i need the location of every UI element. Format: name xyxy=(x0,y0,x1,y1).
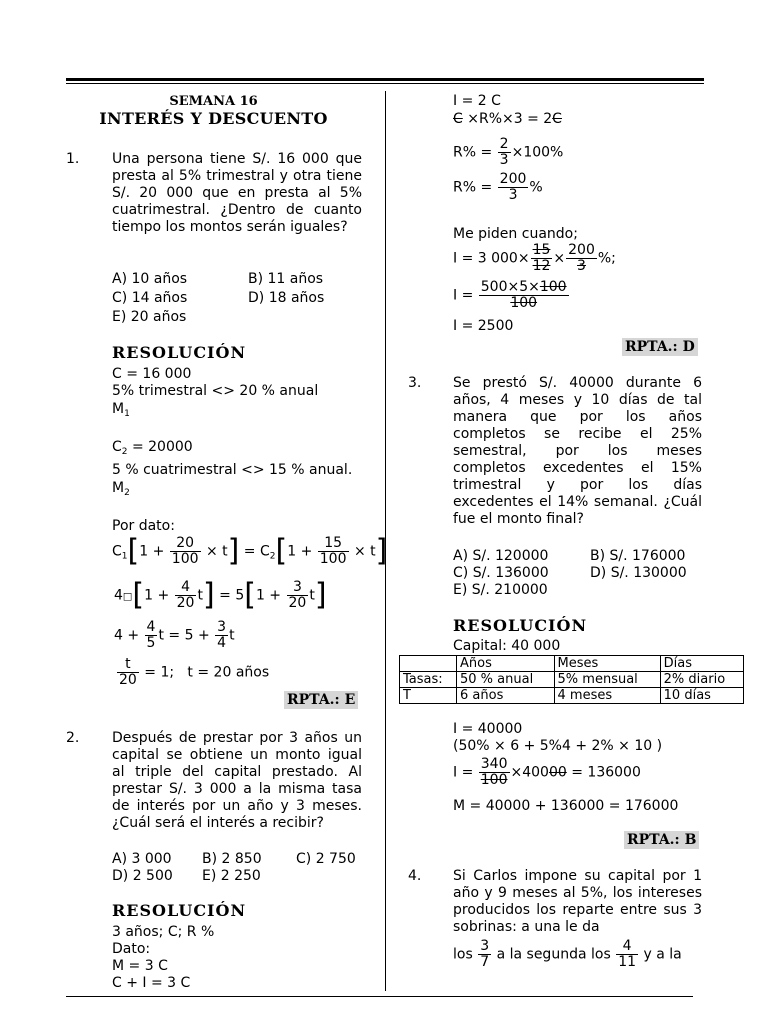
p1-option-e: E) 20 años xyxy=(112,309,187,325)
problem-2-text: Después de prestar por 3 años un capital se obtiene un monto igual al triple del capital prestado. Al prestar S/. 3 000 a la misma tasa de interés por un año y 3 meses. ¿Cuál será el interés a recibir? xyxy=(112,730,362,831)
table-cell: 5% mensual xyxy=(554,672,660,688)
problem-1-number: 1. xyxy=(66,151,80,167)
p1-formula-3: 4 + $\frac{4}{5}$ t = 5 + $\frac{3}{4}$ t xyxy=(114,619,235,651)
p1-res-line-5: 5 % cuatrimestral <> 15 % anual. xyxy=(112,462,353,478)
fraction-4-11: $\frac{4}{11}$ xyxy=(618,938,637,970)
table-row xyxy=(400,672,744,688)
p1-formula-2: 4□[1 + $\frac{4}{20}$ t] = 5[1 + $\frac{3}{20}$ t] xyxy=(114,577,327,613)
p2-option-b: B) 2 850 xyxy=(202,851,262,867)
table-cell: Tasas: xyxy=(400,672,457,688)
table-cell: Años xyxy=(457,656,555,672)
p1-option-b: B) 11 años xyxy=(248,271,324,287)
p2-res-line-4: C + I = 3 C xyxy=(112,975,191,991)
p1-res-line-7: Por dato: xyxy=(112,518,175,534)
p3-res-formula: I = $\frac{340}{100}$ ×40000 = 136000 xyxy=(453,756,641,788)
p3-option-c: C) S/. 136000 xyxy=(453,565,549,581)
p3-option-a: A) S/. 120000 xyxy=(453,548,549,564)
bottom-rule xyxy=(66,996,693,997)
table-cell: 2% diario xyxy=(660,672,743,688)
p2-option-e: E) 2 250 xyxy=(202,868,261,884)
p2-cont-formula-2: R% = $\frac{2}{3}$ ×100% xyxy=(453,136,564,168)
top-rule-thin xyxy=(66,83,704,84)
problem-3-number: 3. xyxy=(408,375,422,391)
p1-res-line-3: $M_1$ xyxy=(112,401,130,419)
page-title: INTERÉS Y DESCUENTO xyxy=(99,109,328,128)
p3-option-d: D) S/. 130000 xyxy=(590,565,687,581)
p3-res-line-2: (50% × 6 + 5%4 + 2% × 10 ) xyxy=(453,738,663,754)
problem-2-number: 2. xyxy=(66,730,80,746)
table-row xyxy=(400,656,744,672)
p3-res-line-4: M = 40000 + 136000 = 176000 xyxy=(453,798,679,814)
table-cell: 50 % anual xyxy=(457,672,555,688)
table-cell: Días xyxy=(660,656,743,672)
problem-3-text: Se prestó S/. 40000 durante 6 años, 4 meses y 10 días de tal manera que por los años completos se recibe el 25% semestral, por los meses completos excedentes el 15% trimestral y por los días excedentes el 14% semanal. ¿Cuál fue el monto final? xyxy=(453,375,702,527)
p1-answer-badge: RPTA.: E xyxy=(284,691,358,709)
p1-res-line-1: C = 16 000 xyxy=(112,366,192,382)
problem-1-text: Una persona tiene S/. 16 000 que presta al 5% trimestral y otra tiene S/. 20 000 que en presta al 5% cuatrimestral. ¿Dentro de cuanto tiempo los montos serán iguales? xyxy=(112,151,362,235)
table-row xyxy=(400,688,744,704)
p2-cont-formula-3: R% = $\frac{200}{3}$ % xyxy=(453,171,543,203)
p1-option-c: C) 14 años xyxy=(112,290,188,306)
p3-answer-badge: RPTA.: B xyxy=(624,831,699,849)
p3-rates-table xyxy=(399,655,744,704)
fraction-3-7: $\frac{3}{7}$ xyxy=(480,938,490,970)
p2-cont-line-5: Me piden cuando; xyxy=(453,226,578,242)
p2-option-c: C) 2 750 xyxy=(296,851,356,867)
p2-answer-badge: RPTA.: D xyxy=(622,338,698,356)
table-cell: 4 meses xyxy=(554,688,660,704)
p2-cont-line-1: I = 2 C xyxy=(453,93,501,109)
table-cell: T xyxy=(400,688,457,704)
p2-res-line-1: 3 años; C; R % xyxy=(112,924,215,940)
p2-cont-formula-4: I = 3 000× $\frac{15}{12}$ × $\frac{200}{3}$ %; xyxy=(453,242,616,274)
problem-4-text: Si Carlos impone su capital por 1 año y 9 meses al 5%, los intereses producidos los reparte entre sus 3 sobrinas: a una le da xyxy=(453,868,702,935)
p1-option-a: A) 10 años xyxy=(112,271,188,287)
p2-cont-line-8: I = 2500 xyxy=(453,318,514,334)
p1-formula-4: $\frac{t}{20}$ = 1; t = 20 años xyxy=(119,656,270,688)
table-cell: 6 años xyxy=(457,688,555,704)
p3-resolution-title: RESOLUCIÓN xyxy=(453,616,588,635)
p1-formula-1: $C_1[1$ + $\frac{20}{100}$ × $t] = C_2[1$ + $\frac{15}{100}$ × t] xyxy=(112,533,388,569)
p3-option-e: E) S/. 210000 xyxy=(453,582,548,598)
p2-cont-formula-1: C ×R%×3 = 2C xyxy=(453,111,562,127)
top-rule-thick xyxy=(66,78,704,81)
p2-res-line-3: M = 3 C xyxy=(112,958,168,974)
p1-resolution-title: RESOLUCIÓN xyxy=(112,343,247,362)
p3-res-line-1: I = 40000 xyxy=(453,721,523,737)
p2-option-a: A) 3 000 xyxy=(112,851,172,867)
table-cell xyxy=(400,656,457,672)
p2-resolution-title: RESOLUCIÓN xyxy=(112,901,247,920)
p1-res-line-4: $C_2 = 20000$ xyxy=(112,439,193,457)
p1-res-line-6: $M_2$ xyxy=(112,480,130,498)
table-cell: 10 días xyxy=(660,688,743,704)
p3-capital: Capital: 40 000 xyxy=(453,638,561,654)
p2-res-line-2: Dato: xyxy=(112,941,151,957)
p3-option-b: B) S/. 176000 xyxy=(590,548,686,564)
p1-option-d: D) 18 años xyxy=(248,290,325,306)
p2-cont-formula-5: I = $\frac{500\times 5\times 100}{100}$ xyxy=(453,279,567,311)
p1-res-line-2: 5% trimestral <> 20 % anual xyxy=(112,383,319,399)
week-label: SEMANA 16 xyxy=(169,94,258,109)
p2-option-d: D) 2 500 xyxy=(112,868,173,884)
problem-4-last-line: los $\frac{3}{7}$ a la segunda los $\frac{4}{11}$ y a la xyxy=(453,938,682,970)
problem-4-number: 4. xyxy=(408,868,422,884)
table-cell: Meses xyxy=(554,656,660,672)
